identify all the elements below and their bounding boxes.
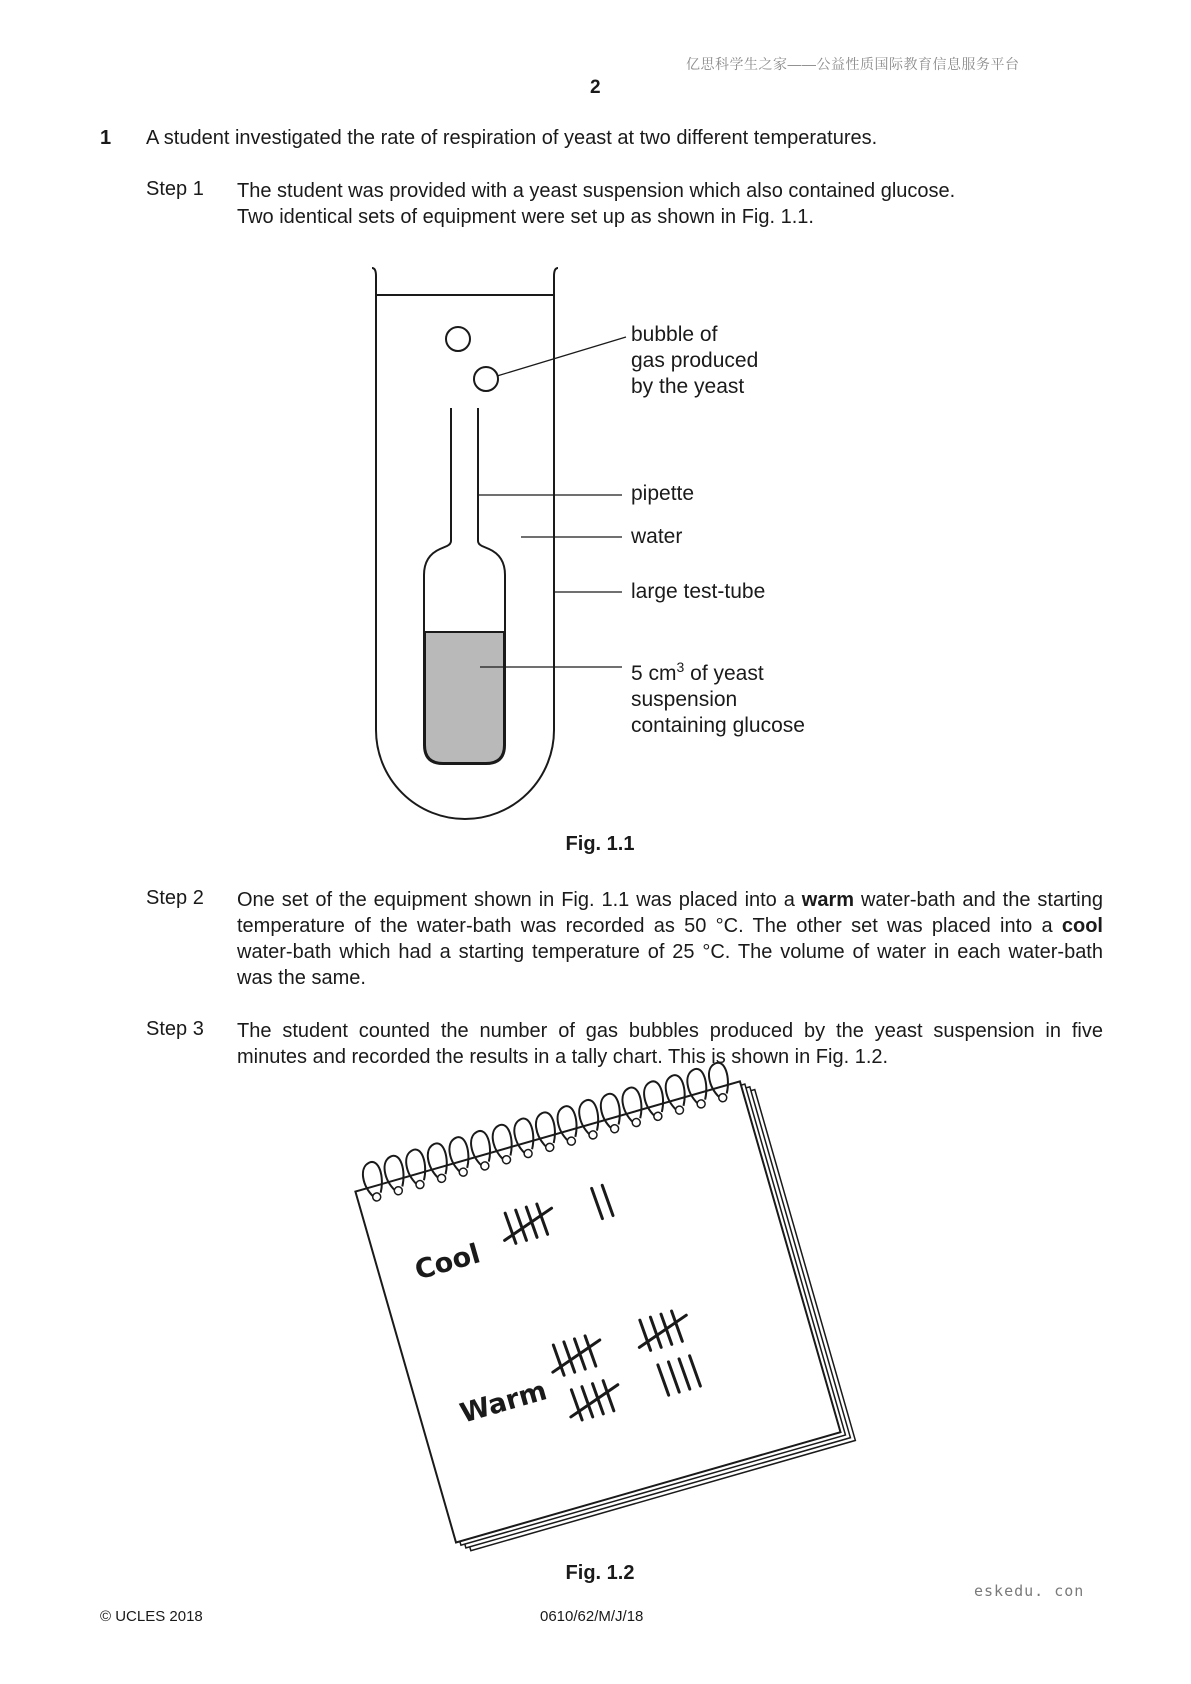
step1-line2: Two identical sets of equipment were set up as shown in Fig. 1.1. xyxy=(237,206,814,228)
label-pipette: pipette xyxy=(631,482,695,505)
step1-line1: The student was provided with a yeast suspension which also contained glucose. xyxy=(237,180,956,202)
tally-label-warm: Warm xyxy=(456,1375,551,1430)
step3-text: The student counted the number of gas bubbles produced by the yeast suspension in five minutes and recorded the results in a tally chart. This is shown in Fig. 1.2. xyxy=(237,1020,1103,1068)
fig2-caption: Fig. 1.2 xyxy=(565,1562,635,1584)
label-yeast-line2: suspension xyxy=(631,688,738,711)
step2-text-part3: water-bath which had a starting temperature of 25 °C. The volume of water in each water-bath was the same. xyxy=(237,941,1103,989)
page-number: 2 xyxy=(590,77,601,98)
step3-label: Step 3 xyxy=(146,1018,204,1040)
footer-code: 0610/62/M/J/18 xyxy=(540,1608,644,1625)
label-bubble-line1: bubble of xyxy=(631,323,718,346)
step2-text-part2: water-bath and the starting temperature of the water-bath was recorded as 50 °C. The other set was placed into a xyxy=(237,889,1103,937)
label-water: water xyxy=(631,525,683,548)
step2-bold-warm: warm xyxy=(801,889,855,911)
step2-text-part1: One set of the equipment shown in Fig. 1.1 was placed into a xyxy=(237,889,802,911)
fig1-caption: Fig. 1.1 xyxy=(565,833,635,855)
label-yeast-suffix: of yeast xyxy=(684,662,764,685)
footer-watermark: eskedu. con xyxy=(974,1582,1085,1600)
question-number: 1 xyxy=(100,127,112,149)
label-yeast-sup: 3 xyxy=(676,659,685,675)
label-test-tube: large test-tube xyxy=(631,580,766,603)
question-text: A student investigated the rate of respiration of yeast at two different temperatures. xyxy=(146,127,878,149)
label-bubble-line2: gas produced xyxy=(631,349,759,372)
footer-copyright: © UCLES 2018 xyxy=(100,1608,203,1625)
step1-label: Step 1 xyxy=(146,178,204,200)
label-yeast-line3: containing glucose xyxy=(631,714,805,737)
header-watermark: 亿思科学生之家——公益性质国际教育信息服务平台 xyxy=(686,56,1020,72)
step2-label: Step 2 xyxy=(146,887,204,909)
label-bubble-line3: by the yeast xyxy=(631,375,745,398)
tally-label-cool: Cool xyxy=(411,1238,484,1287)
label-yeast-prefix: 5 cm xyxy=(631,662,677,685)
step2-bold-cool: cool xyxy=(1061,915,1103,937)
